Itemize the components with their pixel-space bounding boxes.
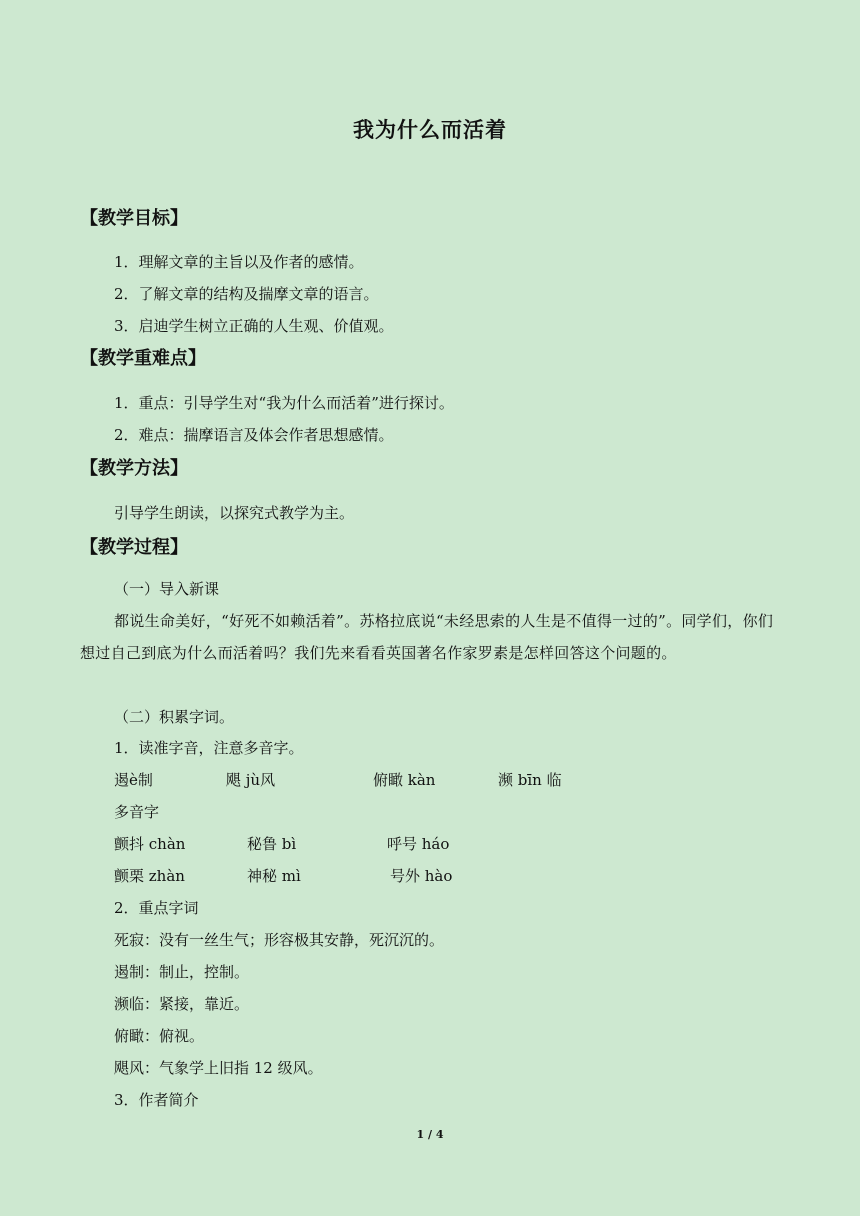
section-heading-method: 【教学方法】 [80, 458, 188, 479]
definition-item: 濒临：紧接，靠近。 [114, 995, 250, 1013]
document-title: 我为什么而活着 [353, 117, 507, 142]
objective-item: 3．启迪学生树立正确的人生观、价值观。 [114, 317, 394, 335]
objective-item: 2．了解文章的结构及揣摩文章的语言。 [114, 285, 379, 303]
polyphone-word: 颤抖 chàn [114, 835, 186, 853]
definition-item: 死寂：没有一丝生气；形容极其安静，死沉沉的。 [114, 931, 445, 949]
section-heading-key-points: 【教学重难点】 [80, 348, 206, 369]
polyphone-word: 号外 hào [390, 867, 453, 885]
polyphone-word: 呼号 háo [387, 835, 450, 853]
polyphone-label: 多音字 [114, 803, 160, 821]
definition-item: 飓风：气象学上旧指 12 级风。 [114, 1059, 323, 1077]
definition-item: 遏制：制止，控制。 [114, 963, 250, 981]
key-words-label: 2．重点字词 [114, 899, 199, 917]
pronunciation-word: 飓 jù风 [226, 771, 276, 789]
objective-item: 1．理解文章的主旨以及作者的感情。 [114, 253, 364, 271]
vocab-label: （二）积累字词。 [114, 708, 235, 726]
section-heading-process: 【教学过程】 [80, 537, 188, 558]
intro-label: （一）导入新课 [114, 580, 220, 598]
section-heading-objectives: 【教学目标】 [80, 208, 188, 229]
author-label: 3．作者简介 [114, 1091, 199, 1109]
page-number: 1 / 4 [416, 1128, 444, 1141]
polyphone-word: 颤栗 zhàn [114, 867, 185, 885]
pronunciation-label: 1．读准字音，注意多音字。 [114, 739, 304, 757]
method-text: 引导学生朗读，以探究式教学为主。 [114, 504, 355, 522]
definition-item: 俯瞰：俯视。 [114, 1027, 205, 1045]
key-point-item: 1．重点：引导学生对“我为什么而活着”进行探讨。 [114, 394, 454, 412]
intro-paragraph: 都说生命美好，“好死不如赖活着”。苏格拉底说“未经思索的人生是不值得一过的”。同学们，你们想过自己到底为什么而活着吗？我们先来看看英国著名作家罗素是怎样回答这个问题的。 [80, 612, 774, 662]
pronunciation-word: 濒 bīn 临 [498, 771, 562, 789]
polyphone-word: 神秘 mì [247, 867, 301, 885]
pronunciation-word: 俯瞰 kàn [373, 771, 436, 789]
key-point-item: 2．难点：揣摩语言及体会作者思想感情。 [114, 426, 394, 444]
pronunciation-word: 遏è制 [114, 771, 153, 789]
polyphone-word: 秘鲁 bì [247, 835, 297, 853]
